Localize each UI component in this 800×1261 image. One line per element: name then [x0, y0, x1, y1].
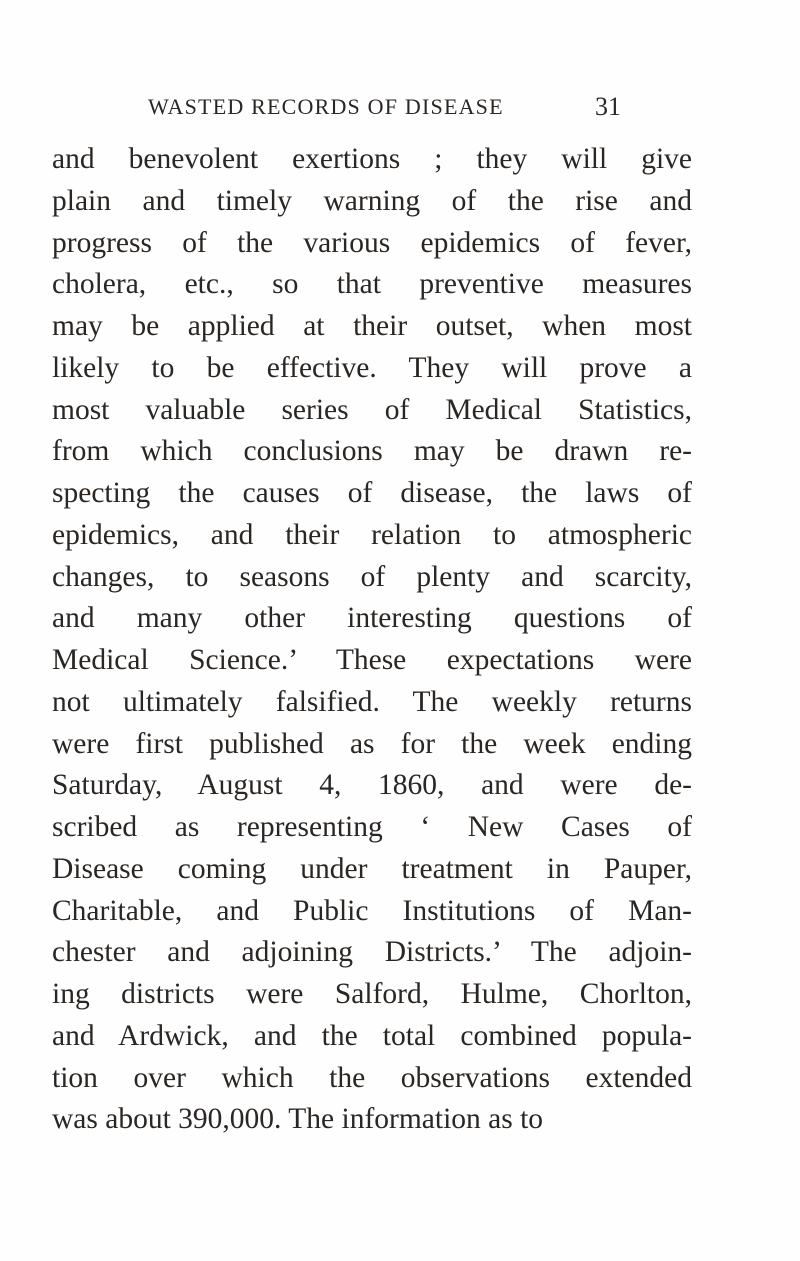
running-head [148, 92, 628, 122]
text-line: was about 390,000. The information as to [52, 1103, 544, 1136]
text-line: and Ardwick, and the total combined popula- [52, 1019, 692, 1052]
text-line: may be applied at their outset, when most [52, 310, 692, 342]
text-line: were first published as for the week ending [52, 727, 692, 760]
text-line: tion over which the observations extended [52, 1061, 692, 1094]
text-line: Saturday, August 4, 1860, and were de- [52, 769, 692, 802]
page-number: 31 [595, 92, 621, 121]
text-line: scribed as representing ‘ New Cases of [52, 811, 692, 843]
text-line: epidemics, and their relation to atmospheric [52, 518, 692, 551]
text-line: plain and timely warning of the rise and [52, 184, 692, 217]
text-line: changes, to seasons of plenty and scarcity, [52, 560, 692, 593]
text-line: Disease coming under treatment in Pauper, [52, 852, 692, 885]
text-line: not ultimately falsified. The weekly returns [52, 685, 692, 718]
text-line: Charitable, and Public Institutions of Man- [52, 894, 692, 927]
text-line: and benevolent exertions ; they will give [52, 143, 692, 175]
text-line: from which conclusions may be drawn re- [52, 435, 692, 468]
text-line: chester and adjoining Districts.’ The adjoin- [52, 936, 692, 969]
text-line: cholera, etc., so that preventive measures [52, 268, 692, 301]
body-paragraph [52, 139, 692, 1141]
text-line: specting the causes of disease, the laws of [52, 477, 692, 509]
text-line: likely to be effective. They will prove a [52, 351, 692, 384]
text-line: progress of the various epidemics of fever, [52, 226, 692, 259]
running-title: WASTED RECORDS OF DISEASE [148, 94, 504, 119]
text-line: ing districts were Salford, Hulme, Chorlton, [52, 978, 692, 1010]
text-line: and many other interesting questions of [52, 602, 692, 635]
text-line: Medical Science.’ These expectations were [52, 644, 692, 676]
text-line: most valuable series of Medical Statistics, [52, 393, 692, 426]
